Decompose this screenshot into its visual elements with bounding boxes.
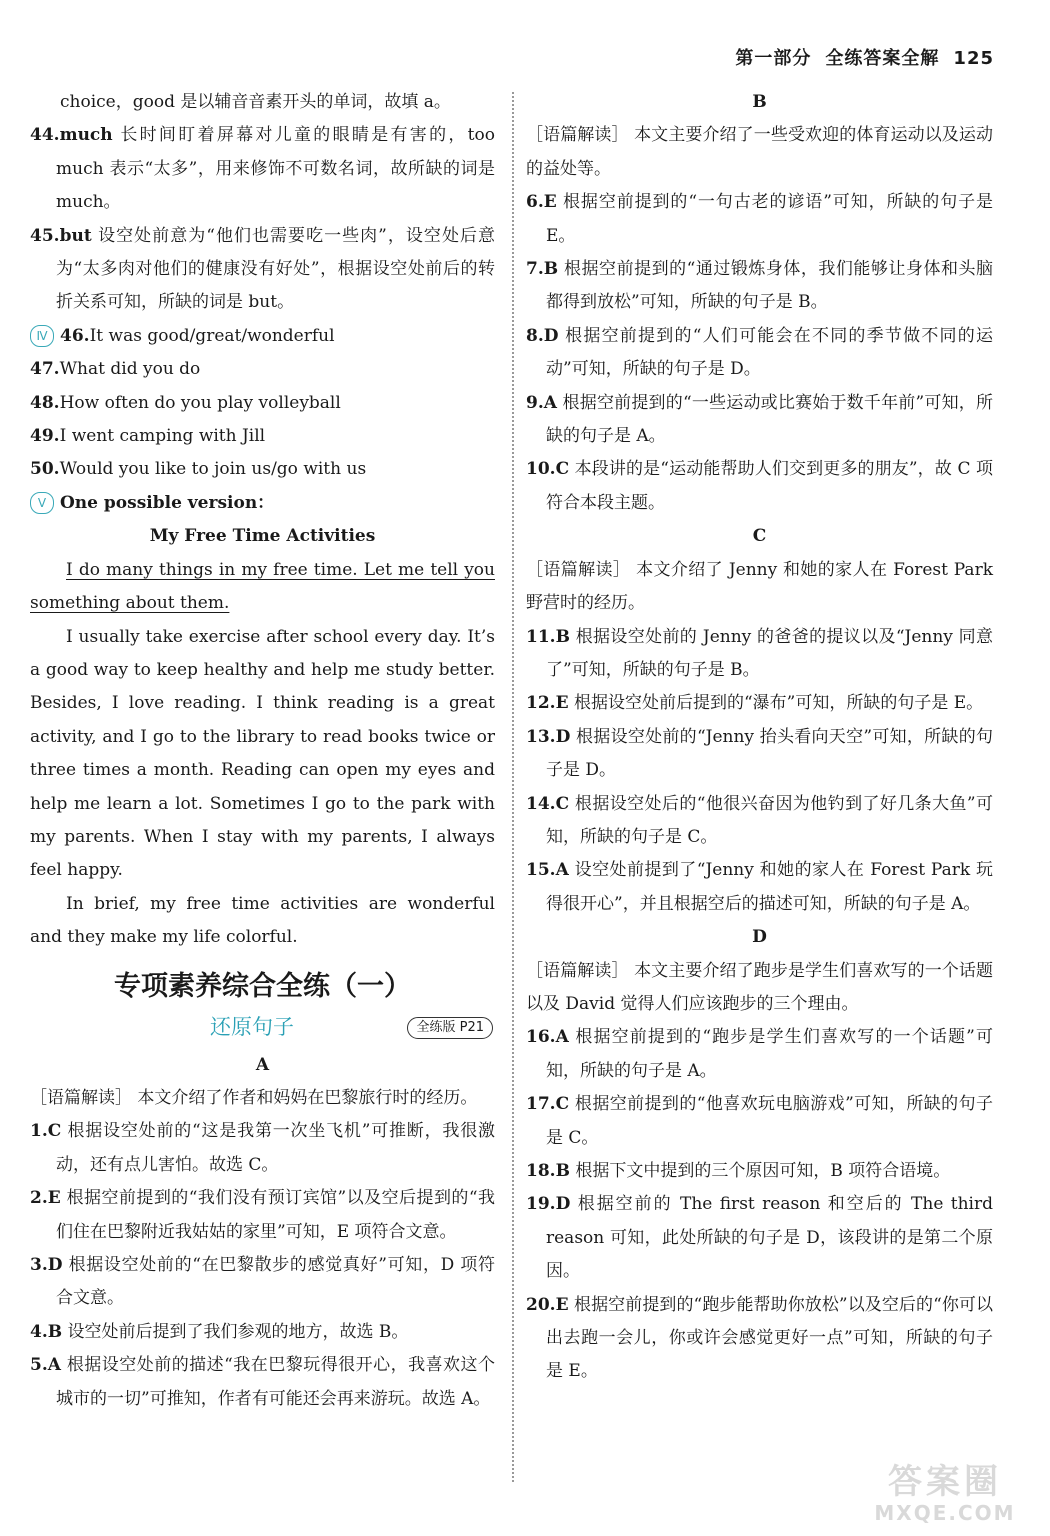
answer-3: 3.D 根据设空处前的“在巴黎散步的感觉真好”可知，D 项符合文意。 — [30, 1255, 495, 1309]
part-label: 第一部分 — [735, 48, 812, 69]
passage-c-label: C — [752, 526, 767, 547]
answer-5: 5.A 根据设空处前的描述“我在巴黎玩得很开心，我喜欢这个城市的一切”可推知，作者有可能还会再来游玩。故选 A。 — [30, 1355, 495, 1409]
answer-20: 20.E 根据空前提到的“跑步能帮助你放松”以及空后的“你可以出去跑一会儿，你或许会感觉更好一点”可知，所缺的句子是 E。 — [526, 1294, 993, 1382]
answer-44: 44.much 长时间盯着屏幕对儿童的眼睛是有害的，too much 表示“太多”，用来修饰不可数名词，故所缺的词是 much。 — [30, 125, 495, 213]
answer-12: 12.E 根据设空处前后提到的“瀑布”可知，所缺的句子是 E。 — [526, 693, 984, 714]
answer-14: 14.C 根据设空处后的“他很兴奋因为他钓到了好几条大鱼”可知，所缺的句子是 C。 — [526, 793, 993, 847]
answer-1: 1.C 根据设空处前的“这是我第一次坐飞机”可推断，我很激动，还有点儿害怕。故选 C。 — [30, 1121, 495, 1175]
roman-four-badge: Ⅳ — [30, 325, 54, 347]
page-number: 125 — [953, 48, 994, 69]
answer-9: 9.A 根据空前提到的“一些运动或比赛始于数千年前”可知，所缺的句子是 A。 — [526, 392, 993, 447]
answer-8: 8.D 根据空前提到的“人们可能会在不同的季节做不同的运动”可知，所缺的句子是 D。 — [526, 325, 993, 380]
essay-paragraph-3: In brief, my free time activities are wonderful and they make my life colorful. — [30, 893, 495, 948]
answer-6: 6.E 根据空前提到的“一句古老的谚语”可知，所缺的句子是 E。 — [526, 192, 993, 246]
passage-c-summary: ［语篇解读］ 本文介绍了 Jenny 和她的家人在 Forest Park 野营时的经历。 — [526, 559, 993, 614]
subsection-title: 还原句子 — [210, 1014, 294, 1039]
answer-11: 11.B 根据设空处前的 Jenny 的爸爸的提议以及“Jenny 同意了”可知，所缺的句子是 B。 — [526, 626, 993, 680]
answer-2: 2.E 根据空前提到的“我们没有预订宾馆”以及空后提到的“我们住在巴黎附近我姑姑的家里”可知，E 项符合文意。 — [30, 1188, 495, 1242]
book-label: 全练答案全解 — [825, 48, 940, 69]
column-divider — [512, 92, 514, 1482]
passage-b-label: B — [752, 92, 767, 112]
passage-a-label: A — [255, 1054, 270, 1075]
writing-heading: Ⅴ One possible version： — [30, 487, 495, 520]
answer-13: 13.D 根据设空处前的“Jenny 抬头看向天空”可知，所缺的句子是 D。 — [526, 726, 993, 781]
answer-48: 48.How often do you play volleyball — [30, 392, 341, 413]
passage-d-label: D — [752, 927, 767, 948]
page-reference-tag: 全练版 P21 — [407, 1017, 493, 1039]
answer-45: 45.but 设空处前意为“他们也需要吃一些肉”，设空处后意为“太多肉对他们的健康没有好处”，根据设空处前后的转折关系可知，所缺的词是 but。 — [30, 225, 495, 313]
answer-7: 7.B 根据空前提到的“通过锻炼身体，我们能够让身体和头脑都得到放松”可知，所缺的句子是 B。 — [526, 259, 993, 313]
roman-five-badge: Ⅴ — [30, 492, 54, 514]
answer-continuation: choice，good 是以辅音音素开头的单词，故填 a。 — [60, 92, 451, 112]
page-header — [735, 44, 994, 70]
answer-15: 15.A 设空处前提到了“Jenny 和她的家人在 Forest Park 玩得很开心”，并且根据空后的描述可知，所缺的句子是 A。 — [526, 860, 993, 914]
section-title: 专项素养综合全练（一） — [114, 970, 411, 1002]
essay-paragraph-2: I usually take exercise after school every day. It’s a good way to keep healthy and help me study better. Besides, I love reading. I think reading is a great activity, and I go to the library to read books twice or three times a month. Reading can open my eyes and help me learn a lot. Sometimes I go to the park with my parents. When I stay with my parents, I always feel happy. — [30, 626, 495, 881]
answer-17: 17.C 根据空前提到的“他喜欢玩电脑游戏”可知，所缺的句子是 C。 — [526, 1094, 993, 1148]
answer-50: 50.Would you like to join us/go with us — [30, 459, 367, 480]
answer-4: 4.B 设空处前后提到了我们参观的地方，故选 B。 — [30, 1321, 409, 1342]
passage-b-summary: ［语篇解读］ 本文主要介绍了一些受欢迎的体育运动以及运动的益处等。 — [526, 125, 993, 179]
answer-19: 19.D 根据空前的 The first reason 和空后的 The third reason 可知，此处所缺的句子是 D，该段讲的是第二个原因。 — [526, 1194, 993, 1282]
answer-46: Ⅳ 46.It was good/great/wonderful — [30, 320, 495, 353]
answer-49: 49.I went camping with Jill — [30, 426, 266, 447]
answer-16: 16.A 根据空前提到的“跑步是学生们喜欢写的一个话题”可知，所缺的句子是 A。 — [526, 1027, 993, 1081]
answer-47: 47.What did you do — [30, 359, 201, 380]
subsection-row — [30, 1009, 495, 1049]
essay-title: My Free Time Activities — [149, 526, 376, 547]
left-column — [30, 86, 495, 1416]
watermark-logo: 答案圈 MXQE.COM — [874, 1462, 1016, 1525]
answer-18: 18.B 根据下文中提到的三个原因可知，B 项符合语境。 — [526, 1161, 951, 1181]
essay-paragraph-1: I do many things in my free time. Let me tell you something about them. — [30, 559, 495, 614]
answer-10: 10.C 本段讲的是“运动能帮助人们交到更多的朋友”，故 C 项符合本段主题。 — [526, 459, 993, 513]
right-column — [526, 86, 993, 1389]
passage-a-summary: ［语篇解读］ 本文介绍了作者和妈妈在巴黎旅行时的经历。 — [30, 1087, 478, 1108]
passage-d-summary: ［语篇解读］ 本文主要介绍了跑步是学生们喜欢写的一个话题以及 David 觉得人们应该跑步的三个理由。 — [526, 960, 993, 1014]
